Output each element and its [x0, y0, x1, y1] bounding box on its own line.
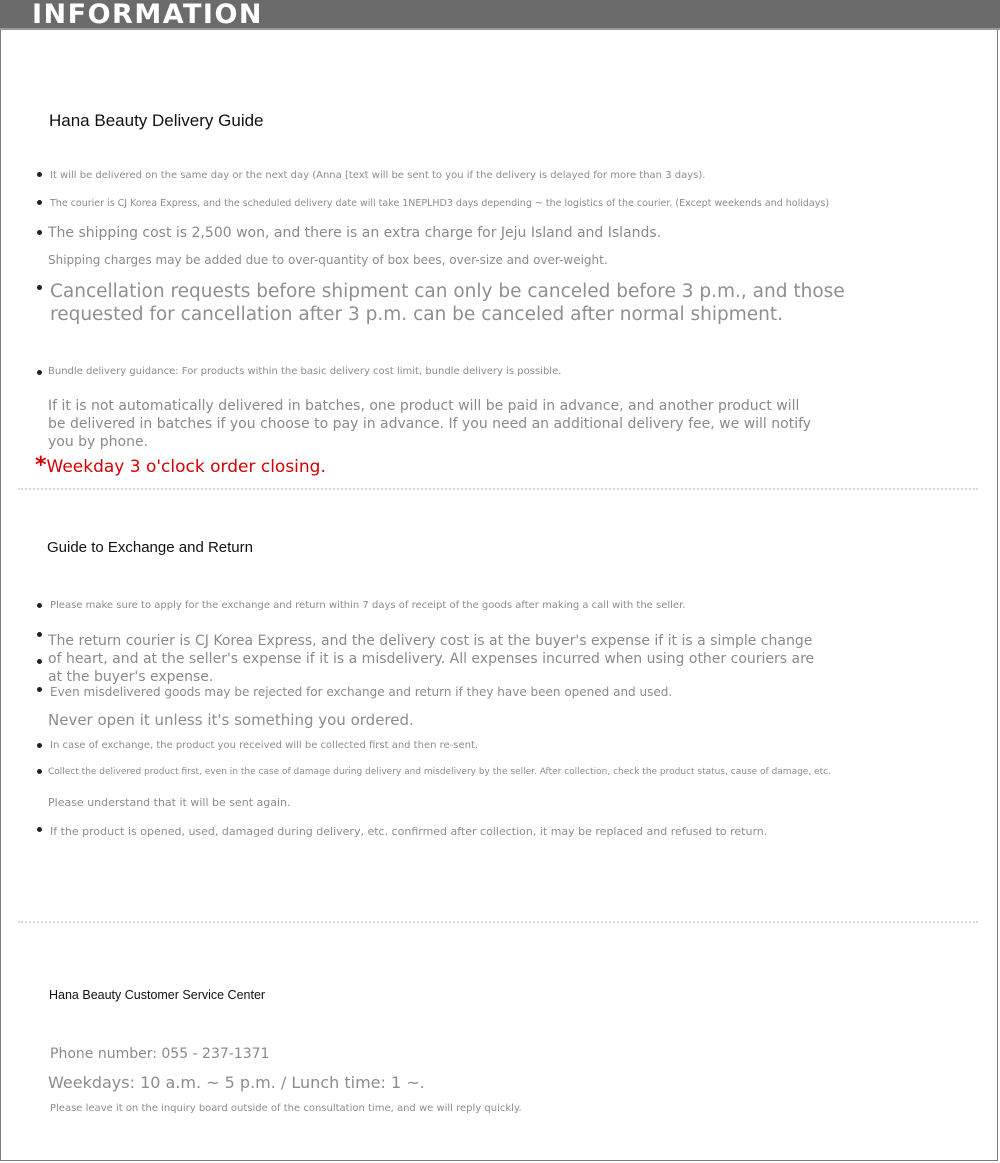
information-banner — [0, 0, 1000, 30]
service-note: Please leave it on the inquiry board outside of the consultation time, and we will reply quickly. — [50, 1103, 522, 1114]
bullet-icon — [37, 827, 42, 832]
bullet-icon — [37, 603, 42, 608]
exchange-item-1: Please make sure to apply for the exchange and return within 7 days of receipt of the goods after making a call with the seller. — [50, 600, 686, 611]
bullet-icon — [37, 200, 42, 205]
bullet-icon — [37, 687, 42, 692]
delivery-item-4: Shipping charges may be added due to over-quantity of box bees, over-size and over-weight. — [48, 253, 608, 267]
bullet-icon — [37, 769, 42, 774]
exchange-item-3: Even misdelivered goods may be rejected for exchange and return if they have been opened and used. — [50, 685, 673, 699]
bullet-icon — [37, 370, 42, 375]
service-hours: Weekdays: 10 a.m. ~ 5 p.m. / Lunch time: 1 ~. — [48, 1073, 425, 1092]
bullet-icon — [37, 743, 42, 748]
exchange-item-6: Collect the delivered product first, even in the case of damage during delivery and misdelivery by the seller. After collection, check the product status, cause of damage, etc. — [48, 767, 831, 777]
delivery-guide-title: Hana Beauty Delivery Guide — [49, 111, 264, 130]
order-closing-notice — [35, 453, 326, 478]
exchange-item-7: Please understand that it will be sent again. — [48, 796, 291, 809]
banner-title: INFORMATION — [32, 0, 264, 30]
asterisk-icon: * — [35, 453, 47, 478]
exchange-item-5: In case of exchange, the product you received will be collected first and then re-sent. — [50, 740, 479, 751]
delivery-item-7: If it is not automatically delivered in batches, one product will be paid in advance, and another product will be delivered in batches if you choose to pay in advance. If you need an additional delivery fee, we will notify you by phone. — [48, 398, 812, 450]
exchange-guide-title: Guide to Exchange and Return — [47, 539, 253, 556]
exchange-item-8: If the product is opened, used, damaged during delivery, etc. confirmed after collection, it may be replaced and refused to return. — [50, 825, 768, 838]
delivery-item-1: It will be delivered on the same day or the next day (Anna [text will be sent to you if the delivery is delayed for more than 3 days). — [50, 170, 706, 181]
bullet-icon — [37, 659, 42, 664]
section-divider — [18, 488, 978, 490]
delivery-item-2: The courier is CJ Korea Express, and the scheduled delivery date will take 1NEPLHD3 days depending ~ the logistics of the courier. (Except weekends and holidays) — [50, 198, 830, 209]
service-phone: Phone number: 055 - 237-1371 — [50, 1046, 270, 1062]
bullet-icon — [37, 285, 42, 290]
bullet-icon — [37, 172, 42, 177]
exchange-item-2: The return courier is CJ Korea Express, and the delivery cost is at the buyer's expense if it is a simple change of heart, and at the seller's expense if it is a misdelivery. All expenses incurred when using other couriers are at the buyer's expense. — [48, 633, 815, 685]
exchange-item-4: Never open it unless it's something you ordered. — [48, 711, 414, 729]
delivery-item-6: Bundle delivery guidance: For products within the basic delivery cost limit, bundle delivery is possible. — [48, 366, 562, 377]
order-closing-text: Weekday 3 o'clock order closing. — [46, 457, 326, 477]
section-divider — [18, 921, 978, 923]
service-center-title: Hana Beauty Customer Service Center — [49, 988, 266, 1002]
delivery-item-5: Cancellation requests before shipment can only be canceled before 3 p.m., and those requested for cancellation after 3 p.m. can be canceled after normal shipment. — [50, 281, 845, 325]
bullet-icon — [37, 230, 42, 235]
bullet-icon — [37, 632, 42, 637]
delivery-item-3: The shipping cost is 2,500 won, and there is an extra charge for Jeju Island and Islands. — [48, 225, 662, 241]
